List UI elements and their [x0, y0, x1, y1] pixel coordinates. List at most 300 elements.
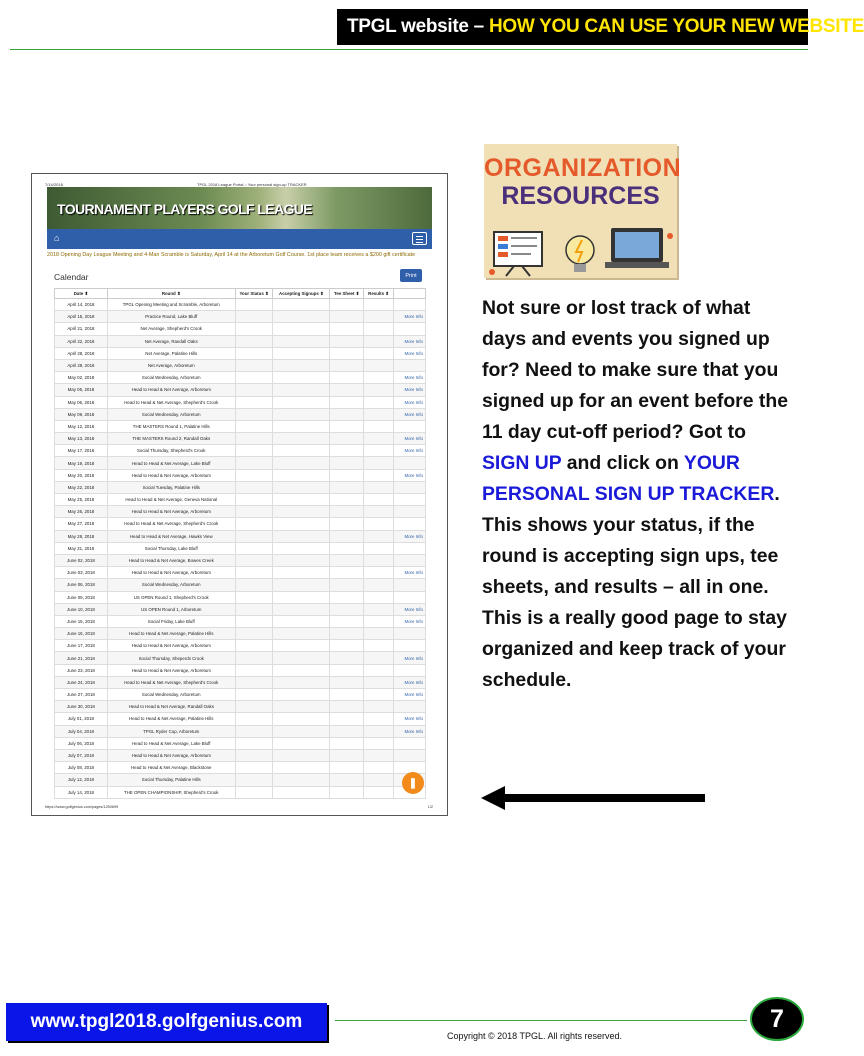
- row-more-info[interactable]: More Info: [394, 347, 426, 359]
- row-accepting-signups: [273, 591, 330, 603]
- row-results: [364, 615, 394, 627]
- row-date: July 14, 2018: [55, 786, 108, 798]
- table-row: [55, 762, 426, 774]
- copyright: Copyright © 2018 TPGL. All rights reserved.: [447, 1031, 623, 1041]
- row-more-info[interactable]: More Info: [394, 676, 426, 688]
- row-date: June 17, 2018: [55, 640, 108, 652]
- row-tee-sheet: [330, 713, 364, 725]
- row-accepting-signups: [273, 542, 330, 554]
- column-header[interactable]: Round ⬍: [107, 289, 235, 299]
- row-results: [364, 554, 394, 566]
- table-row: [55, 554, 426, 566]
- row-round: Practice Round, Lake Bluff: [107, 311, 235, 323]
- home-icon[interactable]: ⌂: [54, 233, 60, 243]
- row-date: May 02, 2018: [55, 372, 108, 384]
- row-round: Head to Head & Net Average, Arboretum: [107, 469, 235, 481]
- row-round: THE MASTERS Round 2, Randall Oaks: [107, 433, 235, 445]
- table-row: [55, 518, 426, 530]
- row-date: May 17, 2018: [55, 445, 108, 457]
- row-date: May 05, 2018: [55, 384, 108, 396]
- row-accepting-signups: [273, 579, 330, 591]
- row-results: [364, 603, 394, 615]
- row-results: [364, 372, 394, 384]
- table-row: [55, 664, 426, 676]
- row-round: Head to Head & Net Average, Shepherd's Crook: [107, 676, 235, 688]
- row-tee-sheet: [330, 786, 364, 798]
- row-tee-sheet: [330, 640, 364, 652]
- personal-tracker-link-text: YOUR PERSONAL SIGN UP TRACKER: [482, 452, 775, 505]
- row-accepting-signups: [273, 359, 330, 371]
- row-accepting-signups: [273, 433, 330, 445]
- row-tee-sheet: [330, 591, 364, 603]
- row-more-info: [394, 737, 426, 749]
- row-accepting-signups: [273, 481, 330, 493]
- row-tee-sheet: [330, 396, 364, 408]
- column-header[interactable]: Results ⬍: [364, 289, 394, 299]
- row-more-info[interactable]: More Info: [394, 433, 426, 445]
- row-round: Social Thursday, Sheperds Crook: [107, 652, 235, 664]
- row-accepting-signups: [273, 518, 330, 530]
- row-status: [235, 713, 273, 725]
- row-accepting-signups: [273, 396, 330, 408]
- table-row: [55, 615, 426, 627]
- table-row: [55, 542, 426, 554]
- row-more-info: [394, 554, 426, 566]
- row-more-info: [394, 749, 426, 761]
- website-url-box: [6, 1003, 327, 1041]
- row-date: June 02, 2018: [55, 554, 108, 566]
- description-part1: Not sure or lost track of what days and events you signed up for? Need to make sure that you signed up for an event before the 11 day cut-off period? Got to: [482, 297, 788, 443]
- row-status: [235, 628, 273, 640]
- row-more-info: [394, 591, 426, 603]
- row-accepting-signups: [273, 469, 330, 481]
- table-row: [55, 737, 426, 749]
- tracker-screenshot: [31, 173, 448, 816]
- row-tee-sheet: [330, 554, 364, 566]
- row-more-info: [394, 323, 426, 335]
- row-results: [364, 469, 394, 481]
- row-more-info[interactable]: More Info: [394, 725, 426, 737]
- row-results: [364, 335, 394, 347]
- row-tee-sheet: [330, 359, 364, 371]
- row-date: June 10, 2018: [55, 603, 108, 615]
- row-accepting-signups: [273, 506, 330, 518]
- row-accepting-signups: [273, 408, 330, 420]
- row-tee-sheet: [330, 469, 364, 481]
- row-tee-sheet: [330, 420, 364, 432]
- row-accepting-signups: [273, 664, 330, 676]
- row-results: [364, 481, 394, 493]
- row-tee-sheet: [330, 457, 364, 469]
- row-round: Head to Head & Net Average, Arboretum: [107, 506, 235, 518]
- row-accepting-signups: [273, 689, 330, 701]
- row-accepting-signups: [273, 786, 330, 798]
- row-round: Social Tuesday, Palatine Hills: [107, 481, 235, 493]
- row-round: Head to Head & Net Average, Arboretum: [107, 640, 235, 652]
- row-accepting-signups: [273, 652, 330, 664]
- row-status: [235, 591, 273, 603]
- row-more-info[interactable]: More Info: [394, 396, 426, 408]
- row-results: [364, 384, 394, 396]
- row-results: [364, 664, 394, 676]
- row-more-info: [394, 518, 426, 530]
- row-more-info: [394, 542, 426, 554]
- row-round: Head to Head & Net Average, Bowes Creek: [107, 554, 235, 566]
- row-round: Head to Head & Net Average, Arboretum: [107, 567, 235, 579]
- row-tee-sheet: [330, 676, 364, 688]
- row-results: [364, 701, 394, 713]
- row-status: [235, 689, 273, 701]
- row-status: [235, 433, 273, 445]
- row-more-info[interactable]: More Info: [394, 615, 426, 627]
- row-date: June 15, 2018: [55, 615, 108, 627]
- header-site-label: TPGL website –: [347, 16, 484, 37]
- row-date: July 07, 2018: [55, 749, 108, 761]
- row-date: June 24, 2018: [55, 676, 108, 688]
- row-accepting-signups: [273, 445, 330, 457]
- table-row: [55, 335, 426, 347]
- row-status: [235, 469, 273, 481]
- row-round: Social Friday, Lake Bluff: [107, 615, 235, 627]
- row-round: Social Thursday, Shepherd's Crook: [107, 445, 235, 457]
- row-results: [364, 762, 394, 774]
- row-accepting-signups: [273, 676, 330, 688]
- chat-bubble-icon[interactable]: ❚: [402, 772, 424, 794]
- row-status: [235, 725, 273, 737]
- row-accepting-signups: [273, 311, 330, 323]
- website-url[interactable]: www.tpgl2018.golfgenius.com: [30, 1011, 303, 1032]
- row-results: [364, 676, 394, 688]
- table-row: [55, 359, 426, 371]
- print-footer-page: 1/2: [427, 805, 433, 809]
- row-more-info[interactable]: More Info: [394, 530, 426, 542]
- row-results: [364, 445, 394, 457]
- row-date: May 26, 2018: [55, 506, 108, 518]
- row-tee-sheet: [330, 481, 364, 493]
- row-status: [235, 372, 273, 384]
- row-date: April 28, 2018: [55, 347, 108, 359]
- league-banner: [47, 187, 432, 229]
- row-date: May 28, 2018: [55, 530, 108, 542]
- table-row: [55, 530, 426, 542]
- table-row: [55, 347, 426, 359]
- row-more-info: [394, 420, 426, 432]
- table-row: [55, 372, 426, 384]
- row-accepting-signups: [273, 603, 330, 615]
- row-status: [235, 652, 273, 664]
- row-more-info[interactable]: More Info: [394, 408, 426, 420]
- row-more-info: [394, 628, 426, 640]
- row-more-info[interactable]: More Info: [394, 713, 426, 725]
- row-tee-sheet: [330, 615, 364, 627]
- table-row: [55, 445, 426, 457]
- row-more-info: [394, 494, 426, 506]
- row-results: [364, 591, 394, 603]
- row-round: THE MASTERS Round 1, Palatine Hills: [107, 420, 235, 432]
- row-round: Head to Head & Net Average, Arboretum: [107, 664, 235, 676]
- row-status: [235, 640, 273, 652]
- row-results: [364, 737, 394, 749]
- row-results: [364, 299, 394, 311]
- row-round: US OPEN Round 1, Shepherd's Crook: [107, 591, 235, 603]
- row-status: [235, 762, 273, 774]
- table-row: [55, 786, 426, 798]
- row-round: Social Thursday, Palatine Hills: [107, 774, 235, 786]
- row-results: [364, 433, 394, 445]
- print-date: 7/14/2018: [45, 182, 63, 187]
- row-accepting-signups: [273, 347, 330, 359]
- row-round: Head to Head & Net Average, Shepherd's Crook: [107, 518, 235, 530]
- row-results: [364, 506, 394, 518]
- row-round: Head to Head & Net Average, Lake Bluff: [107, 737, 235, 749]
- table-row: [55, 396, 426, 408]
- row-accepting-signups: [273, 554, 330, 566]
- row-more-info[interactable]: More Info: [394, 311, 426, 323]
- row-round: Head to Head & Net Average, Arboretum: [107, 384, 235, 396]
- hamburger-menu-icon[interactable]: [412, 232, 427, 245]
- row-accepting-signups: [273, 567, 330, 579]
- row-tee-sheet: [330, 445, 364, 457]
- row-date: June 30, 2018: [55, 701, 108, 713]
- row-round: Net Average, Palatine Hills: [107, 347, 235, 359]
- row-results: [364, 567, 394, 579]
- row-status: [235, 786, 273, 798]
- table-row: [55, 725, 426, 737]
- row-date: July 04, 2018: [55, 725, 108, 737]
- row-date: June 27, 2018: [55, 689, 108, 701]
- row-results: [364, 640, 394, 652]
- row-tee-sheet: [330, 689, 364, 701]
- row-date: April 15, 2018: [55, 311, 108, 323]
- row-date: April 29, 2018: [55, 359, 108, 371]
- row-results: [364, 311, 394, 323]
- row-round: TPGL Ryder Cup, Arboretum: [107, 725, 235, 737]
- table-row: [55, 408, 426, 420]
- row-more-info[interactable]: More Info: [394, 652, 426, 664]
- row-more-info[interactable]: More Info: [394, 689, 426, 701]
- row-date: June 03, 2018: [55, 567, 108, 579]
- row-status: [235, 457, 273, 469]
- table-row: [55, 311, 426, 323]
- row-more-info[interactable]: More Info: [394, 567, 426, 579]
- row-accepting-signups: [273, 530, 330, 542]
- column-header[interactable]: Your Status ⬍: [235, 289, 273, 299]
- row-more-info: [394, 359, 426, 371]
- row-tee-sheet: [330, 579, 364, 591]
- row-date: July 01, 2018: [55, 713, 108, 725]
- row-status: [235, 554, 273, 566]
- row-status: [235, 518, 273, 530]
- row-status: [235, 494, 273, 506]
- row-tee-sheet: [330, 737, 364, 749]
- row-status: [235, 664, 273, 676]
- row-date: June 09, 2018: [55, 591, 108, 603]
- row-results: [364, 457, 394, 469]
- row-date: May 25, 2018: [55, 494, 108, 506]
- row-accepting-signups: [273, 335, 330, 347]
- table-row: [55, 579, 426, 591]
- table-row: [55, 494, 426, 506]
- row-status: [235, 579, 273, 591]
- row-round: Social Wednesday, Arboretum: [107, 579, 235, 591]
- row-more-info[interactable]: More Info: [394, 469, 426, 481]
- row-round: TPGL Opening Meeting and Scramble, Arboretum: [107, 299, 235, 311]
- row-accepting-signups: [273, 737, 330, 749]
- print-page-title: TPGL 2018 League Portal :: Your personal sign-up TRACKER: [197, 182, 307, 187]
- row-round: Head to Head & Net Average, Shepherd's Crook: [107, 396, 235, 408]
- row-tee-sheet: [330, 384, 364, 396]
- row-tee-sheet: [330, 433, 364, 445]
- table-row: [55, 701, 426, 713]
- header-rule: [10, 49, 808, 50]
- row-results: [364, 323, 394, 335]
- table-row: [55, 676, 426, 688]
- row-round: Net Average, Arboretum: [107, 359, 235, 371]
- row-more-info: [394, 640, 426, 652]
- row-status: [235, 701, 273, 713]
- table-row: [55, 457, 426, 469]
- row-tee-sheet: [330, 749, 364, 761]
- row-date: April 14, 2018: [55, 299, 108, 311]
- column-header[interactable]: [394, 289, 426, 299]
- org-graphic-line1: ORGANIZATION: [484, 154, 682, 182]
- row-tee-sheet: [330, 530, 364, 542]
- row-round: Social Thursday, Lake Bluff: [107, 542, 235, 554]
- row-date: May 27, 2018: [55, 518, 108, 530]
- row-date: April 21, 2018: [55, 323, 108, 335]
- description-part2: and click on: [561, 452, 684, 474]
- column-header[interactable]: Tee Sheet ⬍: [330, 289, 364, 299]
- row-tee-sheet: [330, 323, 364, 335]
- table-row: [55, 481, 426, 493]
- row-round: Social Wednesday, Arboretum: [107, 689, 235, 701]
- row-accepting-signups: [273, 420, 330, 432]
- row-date: July 08, 2018: [55, 762, 108, 774]
- row-round: Head to Head & Net Average, Geneva National: [107, 494, 235, 506]
- row-status: [235, 359, 273, 371]
- row-results: [364, 542, 394, 554]
- row-results: [364, 628, 394, 640]
- row-more-info[interactable]: More Info: [394, 335, 426, 347]
- row-tee-sheet: [330, 701, 364, 713]
- row-date: May 31, 2018: [55, 542, 108, 554]
- row-date: June 21, 2018: [55, 652, 108, 664]
- left-arrow-icon: [481, 784, 707, 812]
- row-tee-sheet: [330, 628, 364, 640]
- column-header[interactable]: Accepting Signups ⬍: [273, 289, 330, 299]
- table-row: [55, 506, 426, 518]
- table-row: [55, 591, 426, 603]
- organization-illustration: [484, 222, 677, 278]
- row-date: May 12, 2018: [55, 420, 108, 432]
- row-tee-sheet: [330, 664, 364, 676]
- row-tee-sheet: [330, 567, 364, 579]
- row-round: Head to Head & Net Average, Hawks View: [107, 530, 235, 542]
- row-status: [235, 335, 273, 347]
- row-accepting-signups: [273, 725, 330, 737]
- row-status: [235, 384, 273, 396]
- row-accepting-signups: [273, 640, 330, 652]
- table-row: [55, 384, 426, 396]
- row-results: [364, 518, 394, 530]
- row-more-info[interactable]: More Info: [394, 445, 426, 457]
- row-more-info: [394, 506, 426, 518]
- row-results: [364, 347, 394, 359]
- print-button[interactable]: Print: [400, 269, 422, 282]
- row-results: [364, 408, 394, 420]
- row-status: [235, 506, 273, 518]
- row-date: May 06, 2018: [55, 396, 108, 408]
- footer-rule: [335, 1020, 747, 1021]
- announcement-ticker: 2018 Opening Day League Meeting and 4-Man Scramble is Saturday, April 14 at the Arboretum Golf Course. 1st place team receives a $200 gift certificate: [47, 252, 416, 258]
- row-date: July 12, 2018: [55, 774, 108, 786]
- row-accepting-signups: [273, 628, 330, 640]
- row-status: [235, 774, 273, 786]
- row-status: [235, 567, 273, 579]
- print-footer-url: https://www.golfgenius.com/pages/1250699: [45, 805, 119, 809]
- row-tee-sheet: [330, 542, 364, 554]
- row-status: [235, 615, 273, 627]
- row-tee-sheet: [330, 506, 364, 518]
- row-tee-sheet: [330, 311, 364, 323]
- row-accepting-signups: [273, 749, 330, 761]
- row-accepting-signups: [273, 713, 330, 725]
- tracker-description: [482, 293, 792, 696]
- row-status: [235, 445, 273, 457]
- row-more-info[interactable]: More Info: [394, 603, 426, 615]
- site-navbar: [47, 229, 432, 249]
- row-tee-sheet: [330, 347, 364, 359]
- table-row: [55, 652, 426, 664]
- table-row: [55, 323, 426, 335]
- row-tee-sheet: [330, 299, 364, 311]
- row-results: [364, 396, 394, 408]
- row-tee-sheet: [330, 774, 364, 786]
- row-date: May 22, 2018: [55, 481, 108, 493]
- row-date: June 23, 2018: [55, 664, 108, 676]
- column-header[interactable]: Date ⬍: [55, 289, 108, 299]
- row-more-info: [394, 664, 426, 676]
- row-results: [364, 725, 394, 737]
- row-date: May 20, 2018: [55, 469, 108, 481]
- row-round: US OPEN Round 1, Arboretum: [107, 603, 235, 615]
- row-accepting-signups: [273, 384, 330, 396]
- row-round: Head to Head & Net Average, Arboretum: [107, 749, 235, 761]
- row-round: Net Average, Randall Oaks: [107, 335, 235, 347]
- row-accepting-signups: [273, 457, 330, 469]
- row-accepting-signups: [273, 774, 330, 786]
- row-results: [364, 774, 394, 786]
- signup-tracker-table: [54, 288, 426, 799]
- page-header: [337, 9, 864, 45]
- row-tee-sheet: [330, 603, 364, 615]
- table-row: [55, 603, 426, 615]
- row-more-info[interactable]: More Info: [394, 372, 426, 384]
- row-round: Head to Head & Net Average, Palatine Hills: [107, 713, 235, 725]
- row-results: [364, 786, 394, 798]
- row-round: Head to Head & Net Average, Randall Oaks: [107, 701, 235, 713]
- row-status: [235, 347, 273, 359]
- row-status: [235, 749, 273, 761]
- row-more-info: [394, 701, 426, 713]
- table-row: [55, 433, 426, 445]
- description-part3: . This shows your status, if the round is accepting sign ups, tee sheets, and results – all in one. This is a really good page to stay organized and keep track of your schedule.: [482, 483, 787, 691]
- row-accepting-signups: [273, 615, 330, 627]
- row-more-info[interactable]: More Info: [394, 384, 426, 396]
- sign-up-link-text: SIGN UP: [482, 452, 562, 474]
- row-tee-sheet: [330, 518, 364, 530]
- row-accepting-signups: [273, 494, 330, 506]
